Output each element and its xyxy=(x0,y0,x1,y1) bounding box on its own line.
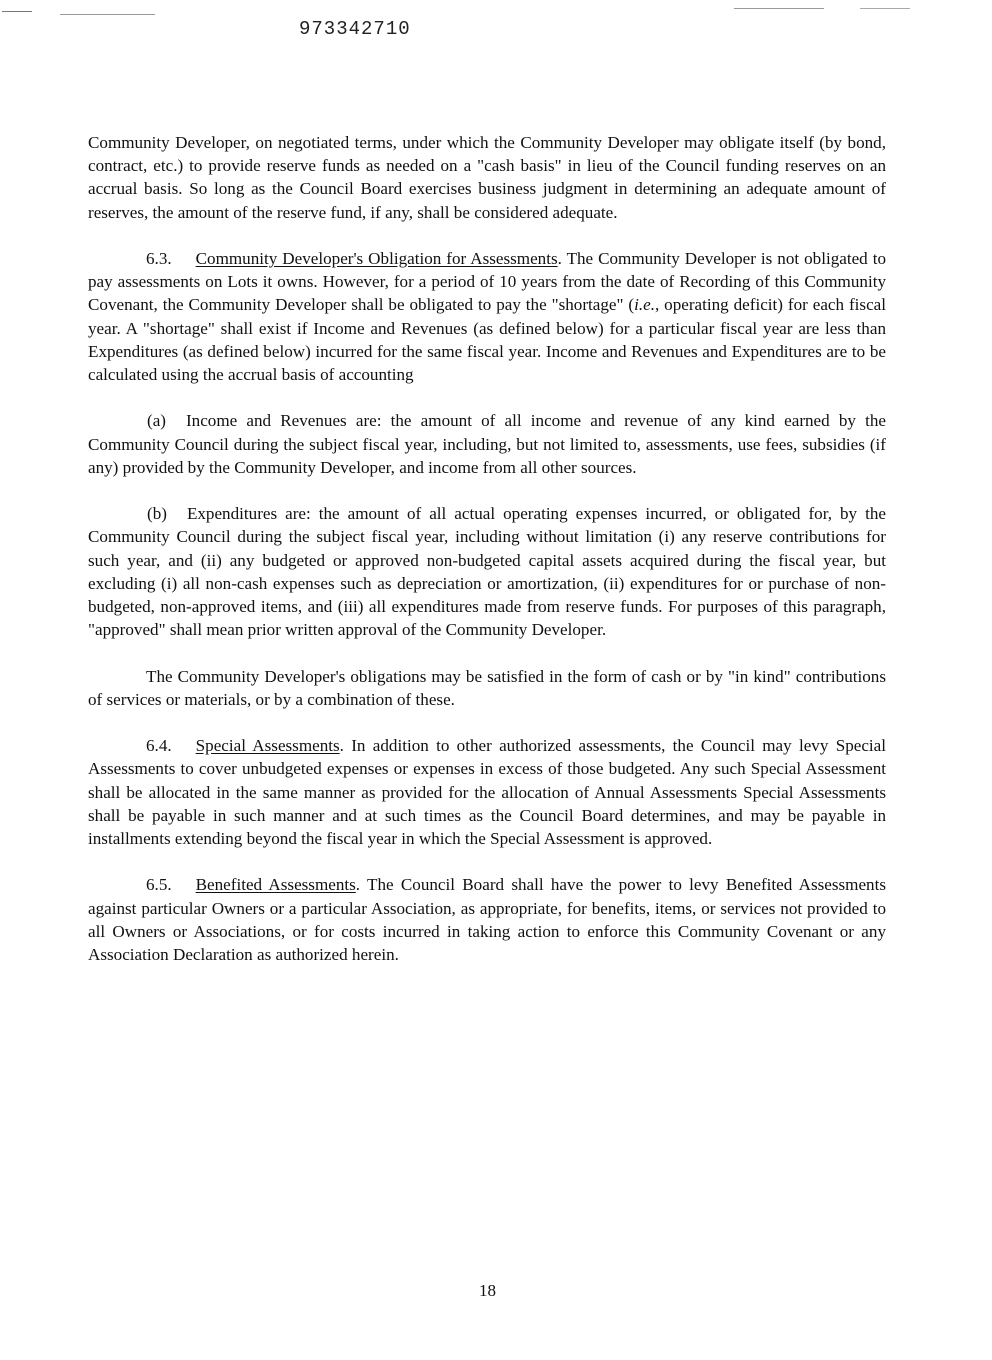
developer-obligations-paragraph: The Community Developer's obligations may be satisfied in the form of cash or by "in kind" contributions of services or materials, or by a combination of these. xyxy=(88,666,886,709)
section-6-3-paragraph xyxy=(88,247,886,386)
scan-artifact-left xyxy=(2,11,32,12)
item-b-label: (b) xyxy=(147,504,167,524)
page-body xyxy=(88,131,886,989)
scan-artifact-left-2 xyxy=(60,14,155,15)
item-b-paragraph xyxy=(88,502,886,641)
section-6-3-number: 6.3. xyxy=(146,249,172,268)
item-a-text: Income and Revenues are: the amount of all income and revenue of any kind earned by the Community Council during the subject fiscal year, including, but not limited to, assessments, use fees, subsidies (if any) provided by the Community Developer, and income from all other sources. xyxy=(88,411,886,477)
scan-artifact-right-2 xyxy=(860,8,910,9)
item-b-text: Expenditures are: the amount of all actual operating expenses incurred, or obligated for, by the Community Council during the subject fiscal year, including without limitation (i) any reserve contributions for such year, and (ii) any budgeted or approved non-budgeted capital assets acquired during the fiscal year, but excluding (i) all non-cash expenses such as depreciation or amortization, (ii) expenditures for or purchase of non-budgeted, non-approved items, and (iii) all expenditures made from reserve funds. For purposes of this paragraph, "approved" shall mean prior written approval of the Community Developer. xyxy=(88,504,886,640)
page-number: 18 xyxy=(479,1281,496,1300)
intro-paragraph: Community Developer, on negotiated terms, under which the Community Developer may obligate itself (by bond, contract, etc.) to provide reserve funds as needed on a "cash basis" in lieu of the Council funding reserves on an accrual basis. So long as the Council Board exercises business judgment in determining an adequate amount of reserves, the amount of the reserve fund, if any, shall be considered adequate. xyxy=(88,133,886,222)
item-a-label: (a) xyxy=(147,411,166,431)
section-6-4-paragraph xyxy=(88,734,886,850)
section-6-3-text-b: , operating deficit) for each fiscal year. A "shortage" shall exist if Income and Revenues (as defined below) for a particular fiscal year are less than Expenditures (as defined below) incurred for the same fiscal year. Income and Revenues and Expenditures are to be calculated using the accrual basis of accounting xyxy=(88,295,886,385)
document-number: 973342710 xyxy=(299,18,411,40)
scan-artifact-right xyxy=(734,8,824,9)
item-a-paragraph xyxy=(88,409,886,479)
section-6-5-text: . The Council Board shall have the power to levy Benefited Assessments against particular Owners or a particular Association, as appropriate, for benefits, items, or services not provided to all Owners or Associations, or for costs incurred in taking action to enforce this Community Covenant or any Association Declaration as authorized herein. xyxy=(88,875,886,965)
section-6-4-number: 6.4. xyxy=(146,736,172,756)
section-6-5-number: 6.5. xyxy=(146,875,172,895)
section-6-5-heading: Benefited Assessments xyxy=(195,875,356,895)
section-6-3-heading: Community Developer's Obligation for Assessments xyxy=(195,249,558,268)
section-6-4-heading: Special Assessments xyxy=(195,736,340,756)
section-6-5-paragraph xyxy=(88,873,886,966)
section-6-3-text-a: . The Community Developer is not obligated to pay assessments on Lots it owns. However, for a period of 10 years from the date of Recording of this Community Covenant, the Community Developer shall be obligated to pay the "shortage" ( xyxy=(88,249,886,315)
section-6-3-ie: i.e. xyxy=(634,295,655,315)
section-6-4-text: . In addition to other authorized assessments, the Council may levy Special Assessments to cover unbudgeted expenses or expenses in excess of those budgeted. Any such Special Assessment shall be allocated in the same manner as provided for the allocation of Annual Assessments Special Assessments shall be payable in such manner and at such times as the Council Board determines, and may be payable in installments extending beyond the fiscal year in which the Special Assessment is approved. xyxy=(88,736,887,849)
